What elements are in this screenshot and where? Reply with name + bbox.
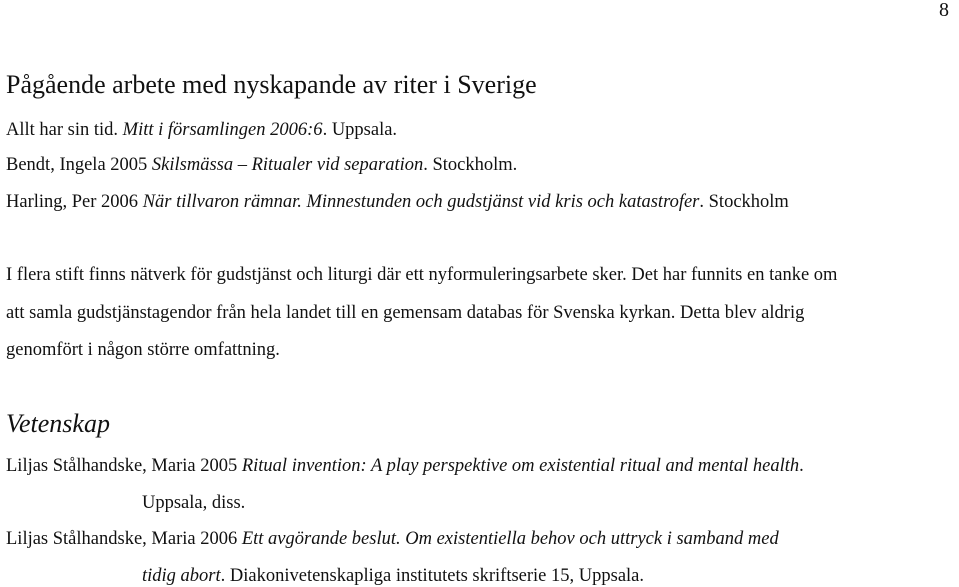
reference-text: Allt har sin tid. [6,120,123,140]
reference-continuation: Uppsala, diss. [142,493,246,513]
reference-title: Ritual invention: A play perspektive om existential ritual and mental health [241,456,800,476]
reference-text: . Uppsala. [322,120,398,140]
reference-title: När tillvaron rämnar. Minnestunden och gudstjänst vid kris och katastrofer [142,192,700,212]
reference-text: . Stockholm [699,192,789,212]
reference-item [6,119,397,141]
paragraph-line: genomfört i någon större omfattning. [6,340,280,360]
reference-text: . [799,456,804,476]
reference-title: Mitt i församlingen 2006:6 [122,120,323,140]
reference-title: tidig abort [142,566,221,586]
reference-text: Bendt, Ingela 2005 [6,155,152,175]
reference-continuation [142,565,644,587]
reference-text: . Diakonivetenskapliga institutets skriftserie 15, Uppsala. [220,566,644,586]
reference-item [6,154,517,176]
reference-title: Skilsmässa – Ritualer vid separation [151,155,424,175]
section-heading-ongoing: Pågående arbete med nyskapande av riter i Sverige [6,70,537,99]
section-heading-science: Vetenskap [6,409,110,438]
reference-title: Ett avgörande beslut. Om existentiella behov och uttryck i samband med [241,529,779,549]
reference-text: Harling, Per 2006 [6,192,143,212]
reference-text: . Stockholm. [423,155,518,175]
reference-item [6,191,789,213]
reference-item [6,455,804,477]
reference-text: Liljas Stålhandske, Maria 2006 [6,529,242,549]
page-number: 8 [939,0,949,21]
paragraph-line: I flera stift finns nätverk för gudstjänst och liturgi där ett nyformuleringsarbete sker. Det har funnits en tanke om [6,265,838,285]
reference-text: Liljas Stålhandske, Maria 2005 [6,456,242,476]
paragraph-line: att samla gudstjänstagendor från hela landet till en gemensam databas för Svenska kyrkan. Detta blev aldrig [6,303,805,323]
reference-item [6,528,779,550]
